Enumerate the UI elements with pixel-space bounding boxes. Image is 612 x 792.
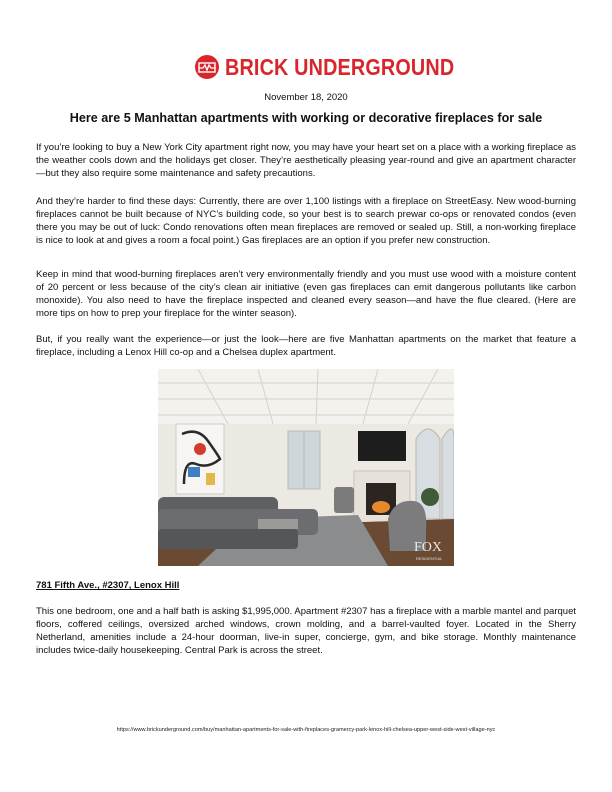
paragraph-listings: And they’re harder to find these days: Currently, there are over 1,100 listings with a fireplace on StreetEasy. New wood-burning fireplaces cannot be built because of NYC’s building code, so your best is to search prewar co-ops or renovated condos (even there you may be out of luck: Condo renovations often mean fireplaces are removed or sealed up. Still, a non-working fireplace is nice to look at and gives a room a focal point.) Gas fireplaces are an option if you prefer new construction.	[36, 196, 576, 246]
article-headline: Here are 5 Manhattan apartments with working or decorative fireplaces for sale	[69, 111, 543, 125]
paragraph-transition: But, if you really want the experience—or just the look—here are five Manhattan apartments on the market that feature a fireplace, including a Lenox Hill co-op and a Chelsea duplex apartment.	[36, 334, 576, 358]
paragraph-environment: Keep in mind that wood-burning fireplaces aren’t very environmentally friendly and you must use wood with a moisture content of 20 percent or less because of the city’s clean air initiative (even gas fireplaces can emit dangerous pollutants like carbon monoxide). You also need to have the fireplace inspected and cleaned every season—and have the flue cleared. (Here are more tips on how to prep your fireplace for the winter season).	[36, 269, 576, 319]
brand-logo[interactable]	[195, 53, 455, 81]
footer-url[interactable]: https://www.brickunderground.com/buy/manhattan-apartments-for-sale-with-fireplaces-gramercy-park-lenox-hill-chelsea-upper-west-side-west-village-nyc	[116, 727, 496, 733]
brick-logo-icon	[195, 55, 219, 79]
paragraph-intro: If you’re looking to buy a New York City apartment right now, you may have your heart set on a place with a working fireplace as the weather cools down and the holidays get closer. They’re aesthetically pleasing year-round and give an apartment character—but they also require some maintenance and safety precautions.	[36, 142, 576, 179]
brand-name: BRICK UNDERGROUND	[225, 54, 455, 80]
apartment-photo	[158, 369, 454, 566]
photo-watermark: FOX	[414, 540, 443, 555]
photo-watermark-sub: RESIDENTIAL	[416, 556, 443, 561]
listing-heading: 781 Fifth Ave., #2307, Lenox Hill	[36, 580, 180, 591]
listing-description: This one bedroom, one and a half bath is asking $1,995,000. Apartment #2307 has a fireplace with a marble mantel and parquet floors, coffered ceilings, oversized arched windows, crown molding, and a barrel-vaulted foyer. Located in the Sherry Netherland, amenities include a 24-hour doorman, live-in super, concierge, gym, and bike storage. Monthly maintenance includes twice-daily housekeeping. Central Park is across the street.	[36, 606, 576, 656]
article-date: November 18, 2020	[264, 92, 348, 103]
